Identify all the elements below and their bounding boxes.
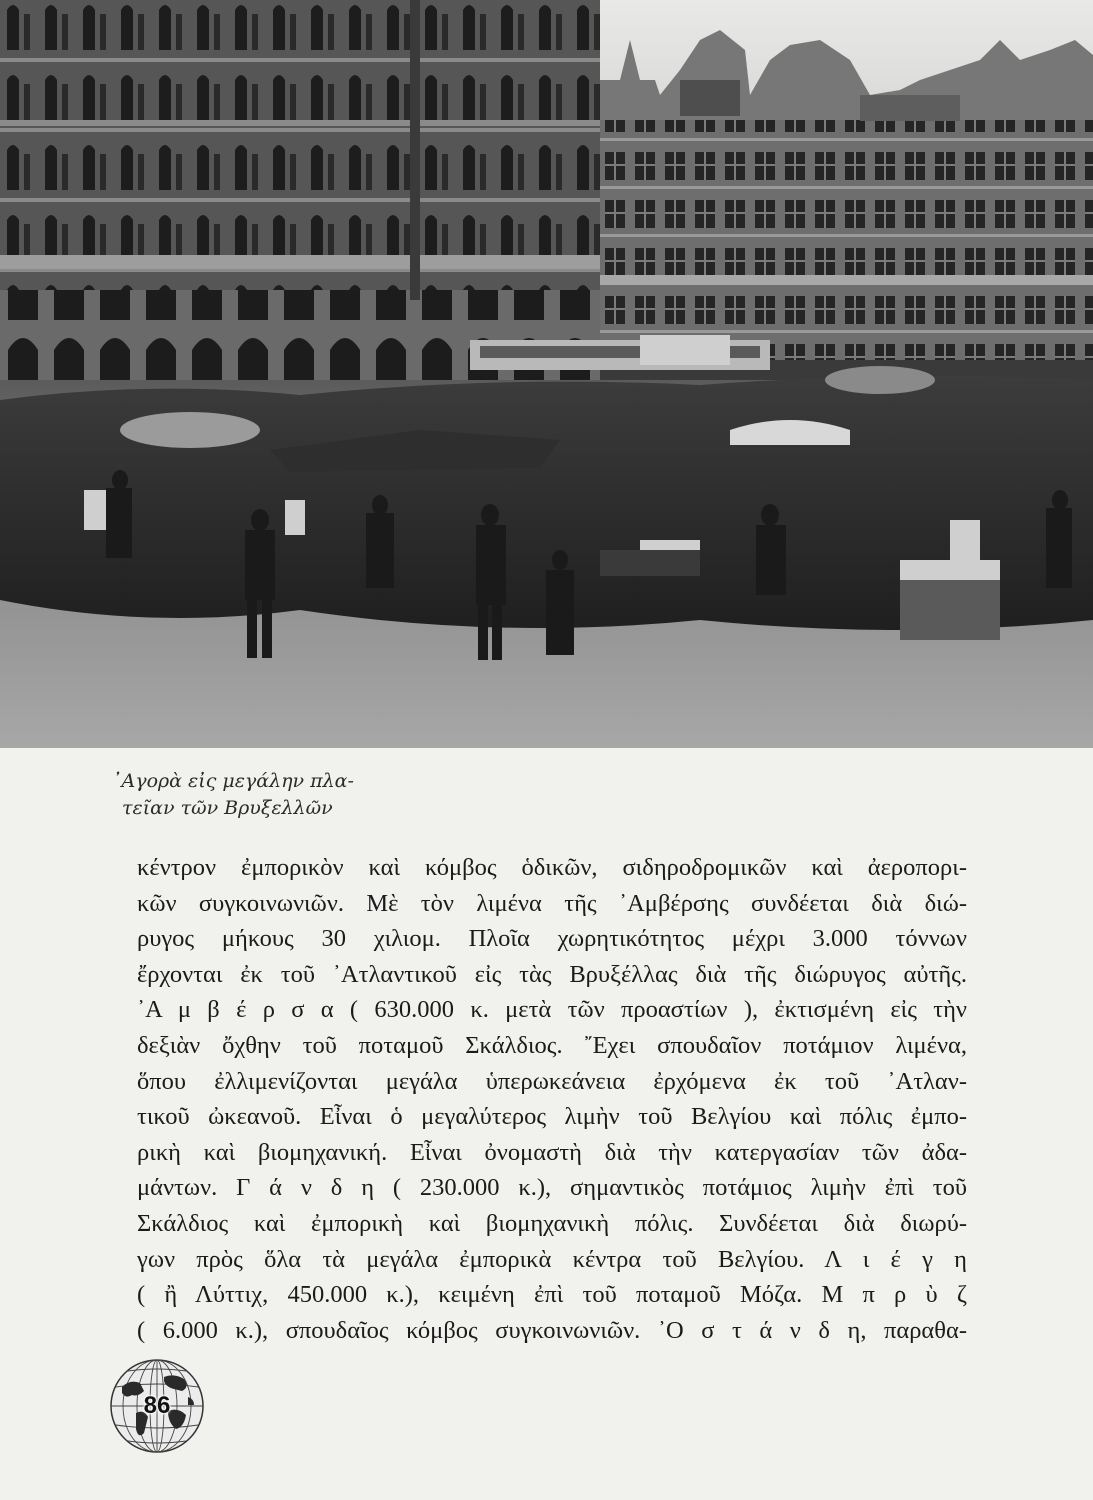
text-line: κῶν συγκοινωνιῶν. Μὲ τὸν λιμένα τῆς ᾿Αμβέρσης συνδέεται διὰ διώ- xyxy=(137,889,967,917)
text-line: ἔρχονται ἐκ τοῦ ᾿Ατλαντικοῦ εἰς τὰς Βρυξέλλας διὰ τῆς διώρυγος αὐτῆς. xyxy=(137,960,967,988)
page-number-globe xyxy=(108,1357,206,1455)
text-line: ( 6.000 κ.), σπουδαῖος κόμβος συγκοινωνιῶν. ᾿Ο σ τ ά ν δ η, παραθα- xyxy=(137,1316,967,1344)
text-line: ρυγος μήκους 30 χιλιομ. Πλοῖα χωρητικότητος μέχρι 3.000 τόννων xyxy=(137,925,967,953)
page-number: 86 xyxy=(143,1392,171,1419)
photo-caption xyxy=(112,768,412,822)
text-line: δεξιὰν ὄχθην τοῦ ποταμοῦ Σκάλδιος. ῎Εχει σπουδαῖον ποτάμιον λιμένα, xyxy=(137,1031,967,1059)
text-line: ( ἢ Λύττιχ, 450.000 κ.), κειμένη ἐπὶ τοῦ ποταμοῦ Μόζα. Μ π ρ ὺ ζ xyxy=(137,1281,967,1309)
body-text xyxy=(137,850,967,1348)
market-square-photo xyxy=(0,0,1093,748)
text-line: ᾿Α μ β έ ρ σ α ( 630.000 κ. μετὰ τῶν προαστίων ), ἐκτισμένη εἰς τὴν xyxy=(137,996,967,1024)
text-line: κέντρον ἐμπορικὸν καὶ κόμβος ὁδικῶν, σιδηροδρομικῶν καὶ ἀεροπορι- xyxy=(137,854,967,881)
text-line: ρικὴ καὶ βιομηχανική. Εἶναι ὀνομαστὴ διὰ τὴν κατεργασίαν τῶν ἀδα- xyxy=(137,1138,967,1166)
text-line: Σκάλδιος καὶ ἐμπορικὴ καὶ βιομηχανικὴ πόλις. Συνδέεται διὰ διωρύ- xyxy=(137,1209,967,1237)
text-line: μάντων. Γ ά ν δ η ( 230.000 κ.), σημαντικὸς ποτάμιος λιμὴν ἐπὶ τοῦ xyxy=(137,1174,967,1202)
text-line: τικοῦ ὠκεανοῦ. Εἶναι ὁ μεγαλύτερος λιμὴν τοῦ Βελγίου καὶ πόλις ἐμπο- xyxy=(137,1103,967,1131)
caption-line: τεῖαν τῶν Βρυξελλῶν xyxy=(122,797,333,819)
text-line: ὅπου ἐλλιμενίζονται μεγάλα ὑπερωκεάνεια ἐρχόμενα ἐκ τοῦ ᾿Ατλαν- xyxy=(137,1067,967,1095)
text-line: γων πρὸς ὅλα τὰ μεγάλα ἐμπορικὰ κέντρα τοῦ Βελγίου. Λ ι έ γ η xyxy=(137,1245,967,1273)
caption-line: ᾿Αγορὰ εἰς μεγάλην πλα- xyxy=(112,770,354,792)
